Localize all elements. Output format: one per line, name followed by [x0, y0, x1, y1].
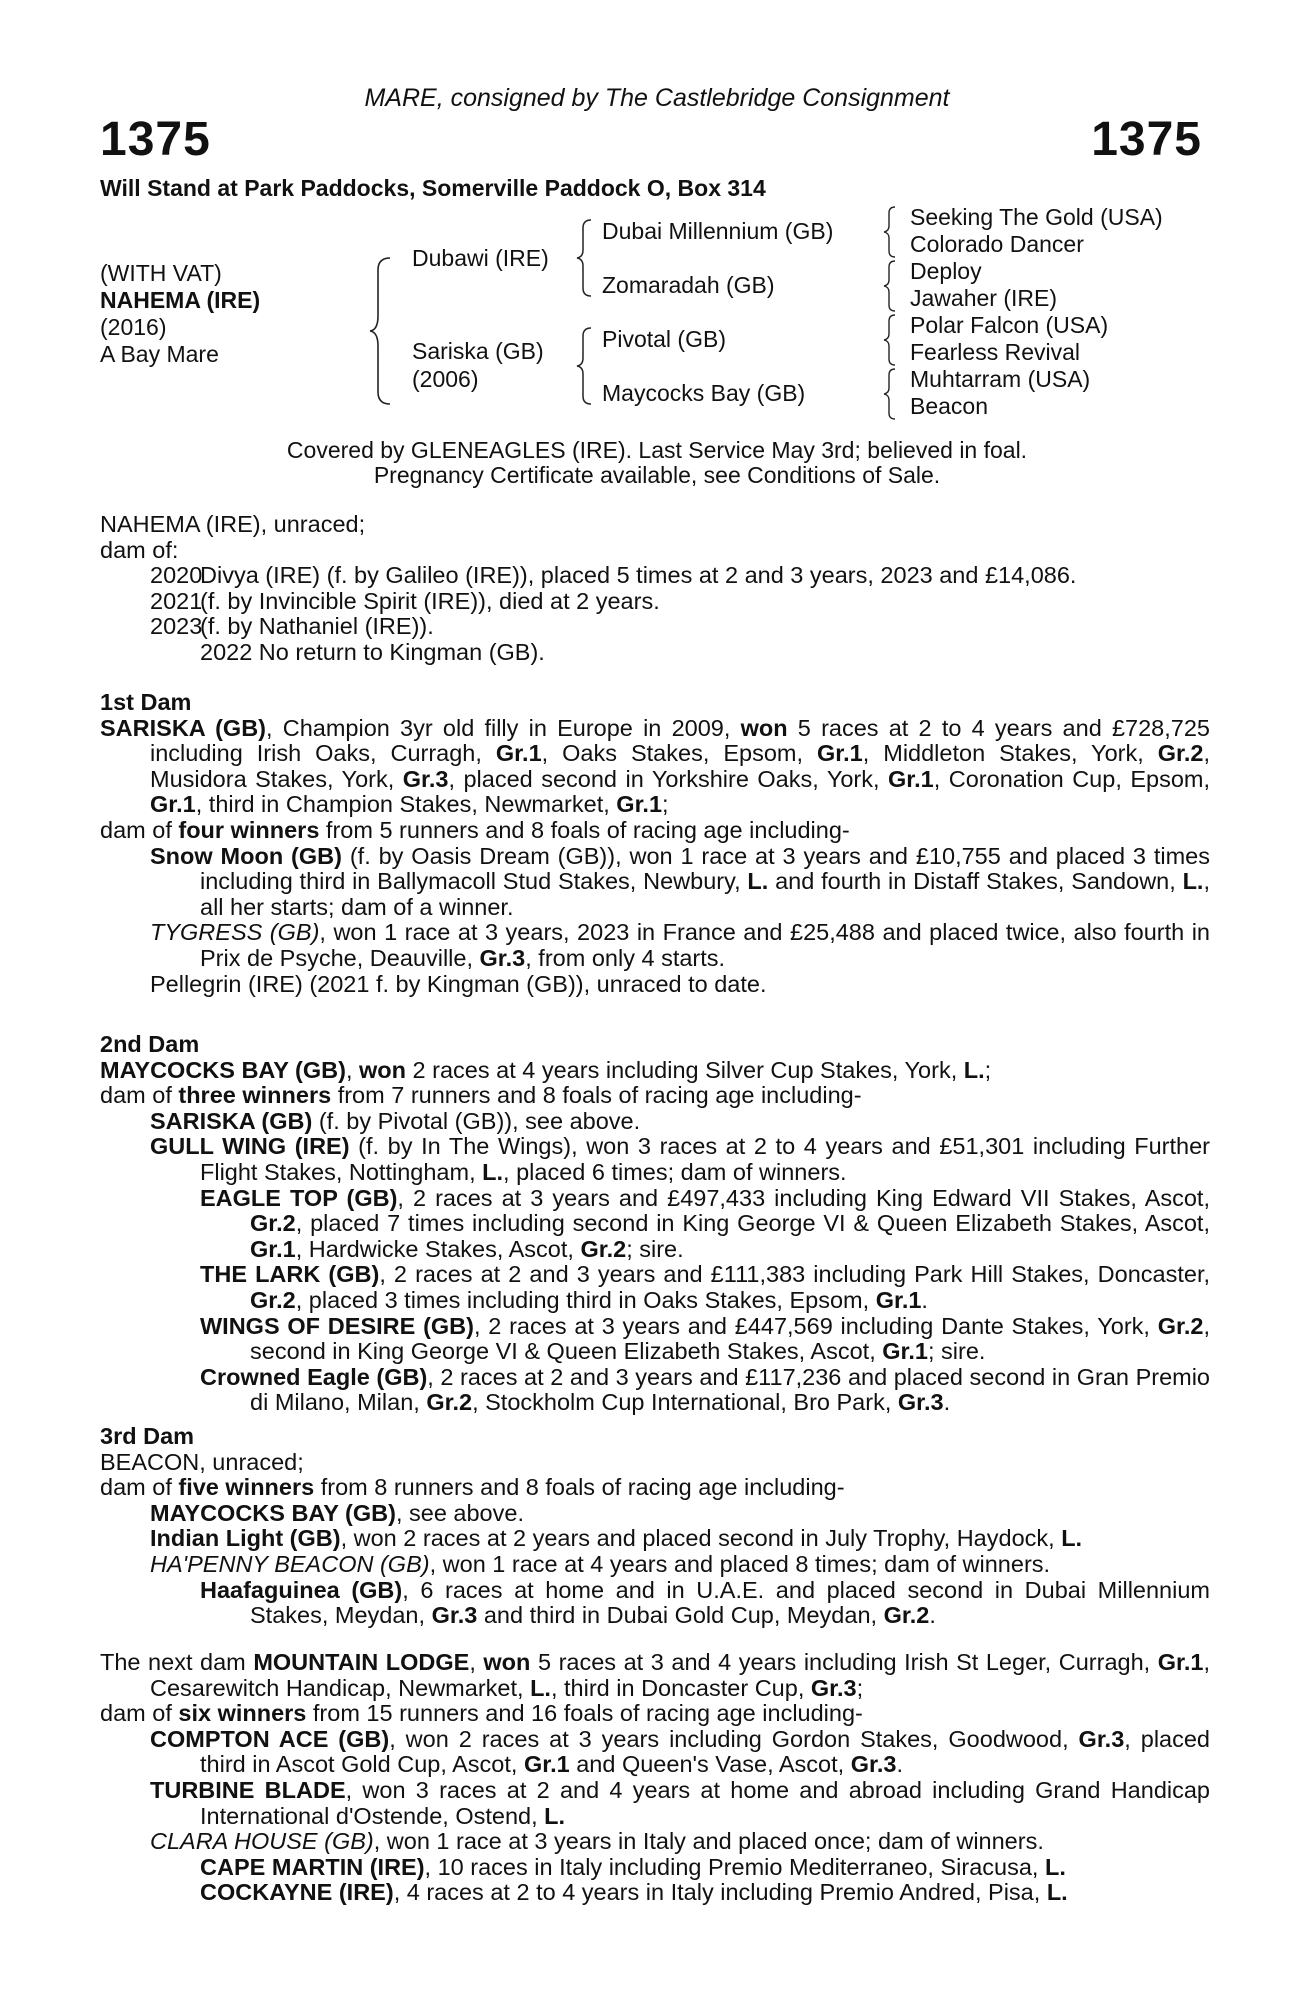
grand-offspring-cape-martin: CAPE MARTIN (IRE), 10 races in Italy including Premio Mediterraneo, Siracusa, L. — [200, 1853, 1066, 1880]
offspring-gull-wing: GULL WING (IRE) (f. by In The Wings), won 3 races at 2 to 4 years and £51,301 including Further Flight Stakes, Nottingham, L., placed 6 times; dam of winners. — [150, 1133, 1210, 1185]
offspring-compton-ace: COMPTON ACE (GB), won 2 races at 3 years including Gordon Stakes, Goodwood, Gr.3, placed third in Ascot Gold Cup, Ascot, Gr.1 and Queen's Vase, Ascot, Gr.3. — [150, 1725, 1210, 1778]
produce-record — [100, 512, 1210, 666]
offspring-sariska: SARISKA (GB) (f. by Pivotal (GB)), see above. — [150, 1107, 641, 1134]
produce-dam-of: dam of: — [100, 536, 179, 563]
next-dam-record: The next dam MOUNTAIN LODGE, won 5 races at 3 and 4 years including Irish St Leger, Curragh, Gr.1, Cesarewitch Handicap, Newmarket, L., third in Doncaster Cup, Gr.3; — [100, 1649, 1211, 1701]
gen3-5: Polar Falcon (USA) — [910, 312, 1109, 338]
first-dam-heading: 1st Dam — [100, 689, 192, 715]
second-dam-section — [100, 1032, 1210, 1416]
gen3-7: Muhtarram (USA) — [910, 366, 1091, 392]
gen3-4: Jawaher (IRE) — [910, 285, 1057, 311]
produce-text: (f. by Nathaniel (IRE)). — [200, 613, 434, 640]
pedigree-brace-g3-4 — [882, 367, 898, 421]
gen3-3: Deploy — [910, 258, 982, 284]
offspring-tygress: TYGRESS (GB), won 1 race at 3 years, 2023 in France and £25,488 and placed twice, also fourth in Prix de Psyche, Deauville, Gr.3, from only 4 starts. — [150, 919, 1211, 971]
pregnancy-note: Pregnancy Certificate available, see Conditions of Sale. — [373, 462, 941, 488]
gen2-sire-sire: Dubai Millennium (GB) — [602, 218, 834, 244]
grand-offspring-crowned-eagle: Crowned Eagle (GB), 2 races at 2 and 3 years and £117,236 and placed second in Gran Premio di Milano, Milan, Gr.2, Stockholm Cup International, Bro Park, Gr.3. — [200, 1363, 1210, 1416]
next-dam-section — [100, 1650, 1210, 1906]
offspring-turbine-blade: TURBINE BLADE, won 3 races at 2 and 4 years at home and abroad including Grand Handicap International d'Ostende, Ostend, L. — [150, 1776, 1210, 1829]
third-dam-produce-summary: dam of five winners from 8 runners and 8 foals of racing age including- — [100, 1474, 845, 1501]
first-dam-record: SARISKA (GB), Champion 3yr old filly in Europe in 2009, won 5 races at 2 to 4 years and £728,725 including Irish Oaks, Curragh, Gr.1, Oaks Stakes, Epsom, Gr.1, Middleton Stakes, York, Gr.2, Musidora Stakes, York, Gr.3, placed second in Yorkshire Oaks, York, Gr.1, Coronation Cup, Epsom, Gr.1, third in Champion Stakes, Newmarket, Gr.1; — [100, 714, 1210, 818]
third-dam-heading: 3rd Dam — [100, 1423, 195, 1449]
gen3-6: Fearless Revival — [910, 339, 1080, 365]
produce-intro: NAHEMA (IRE), unraced; — [100, 511, 366, 537]
pedigree-brace-g3-3 — [882, 313, 898, 367]
pedigree-brace-g3-2 — [882, 259, 898, 313]
produce-row — [100, 589, 1210, 615]
horse-name: NAHEMA (IRE) — [100, 287, 261, 313]
offspring-clara-house: CLARA HOUSE (GB), won 1 race at 3 years in Italy and placed once; dam of winners. — [150, 1828, 1044, 1855]
first-dam-section — [100, 690, 1210, 997]
second-dam-record: MAYCOCKS BAY (GB), won 2 races at 4 years including Silver Cup Stakes, York, L.; — [100, 1056, 992, 1083]
pedigree-brace-g3-1 — [882, 205, 898, 259]
third-dam-section — [100, 1424, 1210, 1629]
gen3-8: Beacon — [910, 393, 989, 419]
next-dam-produce-summary: dam of six winners from 15 runners and 16 foals of racing age including- — [100, 1700, 863, 1727]
gen2-dam-sire: Pivotal (GB) — [602, 326, 726, 352]
sire-name: Dubawi (IRE) — [412, 245, 549, 271]
third-dam-record: BEACON, unraced; — [100, 1448, 304, 1475]
lot-number-right: 1375 — [1091, 113, 1202, 166]
offspring-snow-moon: Snow Moon (GB) (f. by Oasis Dream (GB)), won 1 race at 3 years and £10,755 and placed 3 times including third in Ballymacoll Stud Stakes, Newbury, L. and fourth in Distaff Stakes, Sandown, L., all her starts; dam of a winner. — [150, 842, 1211, 920]
vat-note: (WITH VAT) — [100, 260, 222, 286]
produce-row — [100, 640, 1210, 666]
produce-row — [100, 614, 1210, 640]
horse-year: (2016) — [100, 314, 167, 340]
offspring-indian-light: Indian Light (GB), won 2 races at 2 years and placed second in July Trophy, Haydock, L. — [150, 1525, 1083, 1552]
produce-year: 2020 — [150, 562, 203, 589]
second-dam-produce-summary: dam of three winners from 7 runners and 8 foals of racing age including- — [100, 1082, 862, 1109]
grand-offspring-eagle-top: EAGLE TOP (GB), 2 races at 3 years and £497,433 including King Edward VII Stakes, Ascot, Gr.2, placed 7 times including second in King George VI & Queen Elizabeth Stakes, Ascot, Gr.1, Hardwicke Stakes, Ascot, Gr.2; sire. — [200, 1184, 1210, 1262]
gen2-dam-dam: Maycocks Bay (GB) — [602, 380, 806, 406]
offspring-hapenny-beacon: HA'PENNY BEACON (GB), won 1 race at 4 years and placed 8 times; dam of winners. — [150, 1550, 1051, 1577]
consignor-caption: MARE, consigned by The Castlebridge Consignment — [364, 84, 950, 112]
stabling-location: Will Stand at Park Paddocks, Somerville Paddock O, Box 314 — [100, 175, 766, 201]
produce-text: 2022 No return to Kingman (GB). — [200, 638, 545, 665]
second-dam-heading: 2nd Dam — [100, 1031, 200, 1057]
pedigree-brace-dam — [575, 326, 595, 406]
produce-year: 2021 — [150, 587, 203, 614]
produce-row — [100, 563, 1210, 589]
produce-year: 2023 — [150, 613, 203, 640]
produce-text: (f. by Invincible Spirit (IRE)), died at 2 years. — [200, 587, 660, 614]
offspring-maycocks-bay: MAYCOCKS BAY (GB), see above. — [150, 1499, 524, 1526]
grand-offspring-the-lark: THE LARK (GB), 2 races at 2 and 3 years and £111,383 including Park Hill Stakes, Doncaster, Gr.2, placed 3 times including third in Oaks Stakes, Epsom, Gr.1. — [200, 1261, 1210, 1313]
produce-year — [100, 640, 200, 666]
offspring-pellegrin: Pellegrin (IRE) (2021 f. by Kingman (GB)), unraced to date. — [150, 970, 767, 997]
dam-year: (2006) — [412, 366, 479, 392]
produce-text: Divya (IRE) (f. by Galileo (IRE)), placed 5 times at 2 and 3 years, 2023 and £14,086. — [200, 562, 1077, 589]
first-dam-produce-summary: dam of four winners from 5 runners and 8 foals of racing age including- — [100, 816, 850, 843]
grand-offspring-haafaguinea: Haafaguinea (GB), 6 races at home and in U.A.E. and placed second in Dubai Millennium Stakes, Meydan, Gr.3 and third in Dubai Gold Cup, Meydan, Gr.2. — [200, 1576, 1210, 1629]
covered-line: Covered by GLENEAGLES (IRE). Last Service May 3rd; believed in foal. — [286, 437, 1028, 463]
gen2-sire-dam: Zomaradah (GB) — [602, 272, 775, 298]
lot-number-left: 1375 — [100, 113, 211, 166]
dam-name: Sariska (GB) — [412, 338, 544, 364]
pedigree-brace-main — [368, 256, 398, 406]
pedigree-brace-sire — [575, 218, 595, 298]
gen3-2: Colorado Dancer — [910, 231, 1084, 257]
grand-offspring-cockayne: COCKAYNE (IRE), 4 races at 2 to 4 years in Italy including Premio Andred, Pisa, L. — [200, 1879, 1068, 1906]
horse-description: A Bay Mare — [100, 341, 219, 367]
grand-offspring-wings-of-desire: WINGS OF DESIRE (GB), 2 races at 3 years and £447,569 including Dante Stakes, York, Gr.2, second in King George VI & Queen Elizabeth Stakes, Ascot, Gr.1; sire. — [200, 1312, 1210, 1365]
gen3-1: Seeking The Gold (USA) — [910, 204, 1163, 230]
